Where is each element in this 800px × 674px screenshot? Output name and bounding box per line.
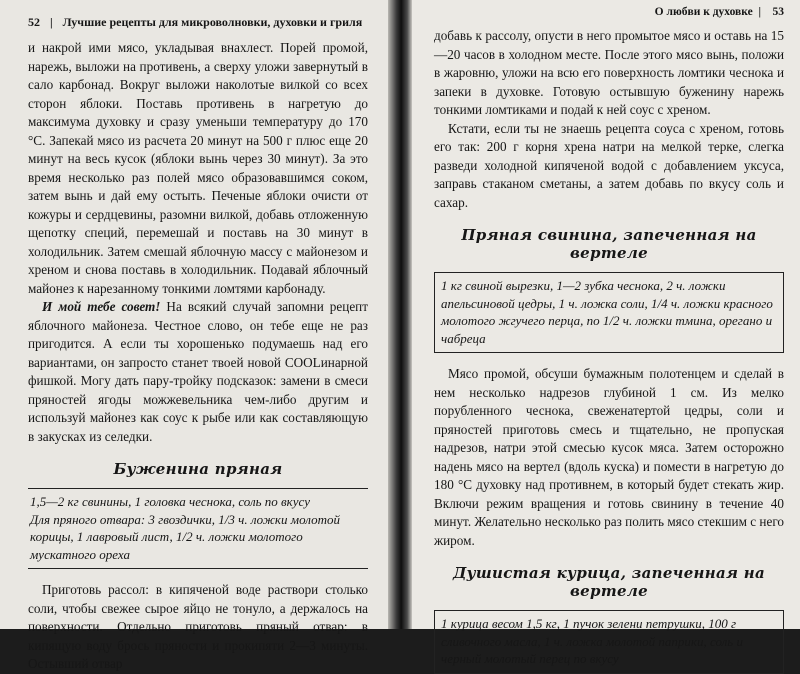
tip-lead: И мой тебе совет! xyxy=(42,299,161,314)
running-title-left: Лучшие рецепты для микроволновки, духовки и гриля xyxy=(62,15,363,29)
tip-paragraph xyxy=(28,298,368,446)
ingredients-box xyxy=(28,488,368,569)
recipe-title-buzhenina: Буженина пряная xyxy=(113,460,283,478)
ingredient-line: 1 курица весом 1,5 кг, 1 пучок зелени петрушки, 100 г сливочного масла, 1 ч. ложка молотой паприки, соль и черный молотый перец по вкусу xyxy=(441,616,743,666)
header-separator: | xyxy=(50,15,53,29)
recipe-title-svinina: Пряная свинина, запеченная на вертеле xyxy=(461,226,757,262)
paragraph: Мясо промой, обсуши бумажным полотенцем и сделай в нем несколько надрезов глубиной 1 см. Из мелко порубленного чеснока, свеженатертой цедры, соли и пряностей приготовь смесь и тщательно, не пропуская надрезов, натри этой смесью кусок мяса. Затем осторожно надень мясо на вертел (вдоль куска) и помести в нагретую до 180 °С духовку над противнем, в который будет стекать жир. Включи режим вращения и готовь свинину в течение 40 минут. Желательно несколько раз полить мясо стекшим с него жиром. xyxy=(434,366,784,548)
tip-text: На всякий случай запомни рецепт яблочного майонеза. Честное слово, он тебе еще не раз пригодится. А если ты хорошенько подумаешь над его вариантами, он запросто станет твоей новой COOLинарной фишкой. Могу дать пару-тройку подсказок: замени в смеси пряностей ягоды можжевельника чем-либо другим и используй майонез как соус к рыбе или как составляющую в закусках из селедки. xyxy=(28,299,368,444)
ingredient-line: 1 кг свиной вырезки, 1—2 зубка чеснока, 2 ч. ложки апельсиновой цедры, 1 ч. ложка соли, 1/4 ч. ложки красного молотого жгучего перца, по 1/2 ч. ложки тмина, орегано и чабреца xyxy=(441,278,773,346)
left-page-header xyxy=(28,15,368,30)
ingredients-box xyxy=(434,272,784,353)
recipe-title-kurica: Душистая курица, запеченная на вертеле xyxy=(452,564,766,600)
paragraph: Кстати, если ты не знаешь рецепта соуса с хреном, готовь его так: 200 г корня хрена натри на мелкой терке, слегка разведи холодной кипяченой водой с добавлением уксуса, заправь стаканом сметаны, а затем добавь по вкусу соль и сахар. xyxy=(434,120,784,210)
ingredient-line: Для пряного отвара: 3 гвоздички, 1/3 ч. ложки молотой корицы, 1 лавровый лист, 1/2 ч. ложки молотого мускатного ореха xyxy=(30,511,340,562)
ingredient-line: 1,5—2 кг свинины, 1 головка чеснока, соль по вкусу xyxy=(30,494,310,509)
book-gutter xyxy=(388,0,412,629)
right-page-header xyxy=(434,6,784,18)
header-separator: | xyxy=(755,6,770,18)
paragraph: Приготовь рассол: в кипяченой воде раствори столько соли, чтобы свежее сырое яйцо не тонуло, а держалось на поверхности. Отдельно приготовь пряный отвар: в кипящую воду брось пряности и прокипяти 2—3 минуты. Остывший отвар xyxy=(28,582,368,671)
right-page xyxy=(412,0,800,666)
page-number-left: 52 xyxy=(28,15,40,29)
paragraph: добавь к рассолу, опусти в него промытое мясо и оставь на 15—20 часов в холодном месте. После этого мясо вынь, положи в жаровню, уложи на всю его поверхность ломтики чеснока и запеки в духовке. Готовую остывшую буженину нарежь тонкими ломтиками и подай к ней соус с хреном. xyxy=(434,28,784,117)
page-number-right: 53 xyxy=(772,6,784,18)
paragraph: и накрой ими мясо, укладывая внахлест. Порей промой, нарежь, выложи на противень, а сверху уложи завернутый в сало карбонад. Вокруг выложи наколотые вилкой со всех сторон яблоки. Поставь противень в нагретую до максимума духовку и сразу уменьши температуру до 170 °С. Запекай мясо из расчета 20 минут на 500 г плюс еще 20 минут на весь кусок (яблоки вынь через 30 минут). За это время несколько раз полей мясо образовавшимся соком, затем вынь и дай ему остыть. Печеные яблоки очисти от кожуры и сердцевины, разомни вилкой, добавь отложенную щепотку специй, перемешай и поставь на 30 минут в холодильник. Затем смешай яблочную массу с майонезом и хреном и снова поставь в холодильник. Подавай яблочный майонез к нарезанному тонкими ломтями карбонаду. xyxy=(28,40,368,296)
left-page xyxy=(0,0,388,671)
ingredients-box xyxy=(434,610,784,674)
running-title-right: О любви к духовке xyxy=(654,6,753,18)
